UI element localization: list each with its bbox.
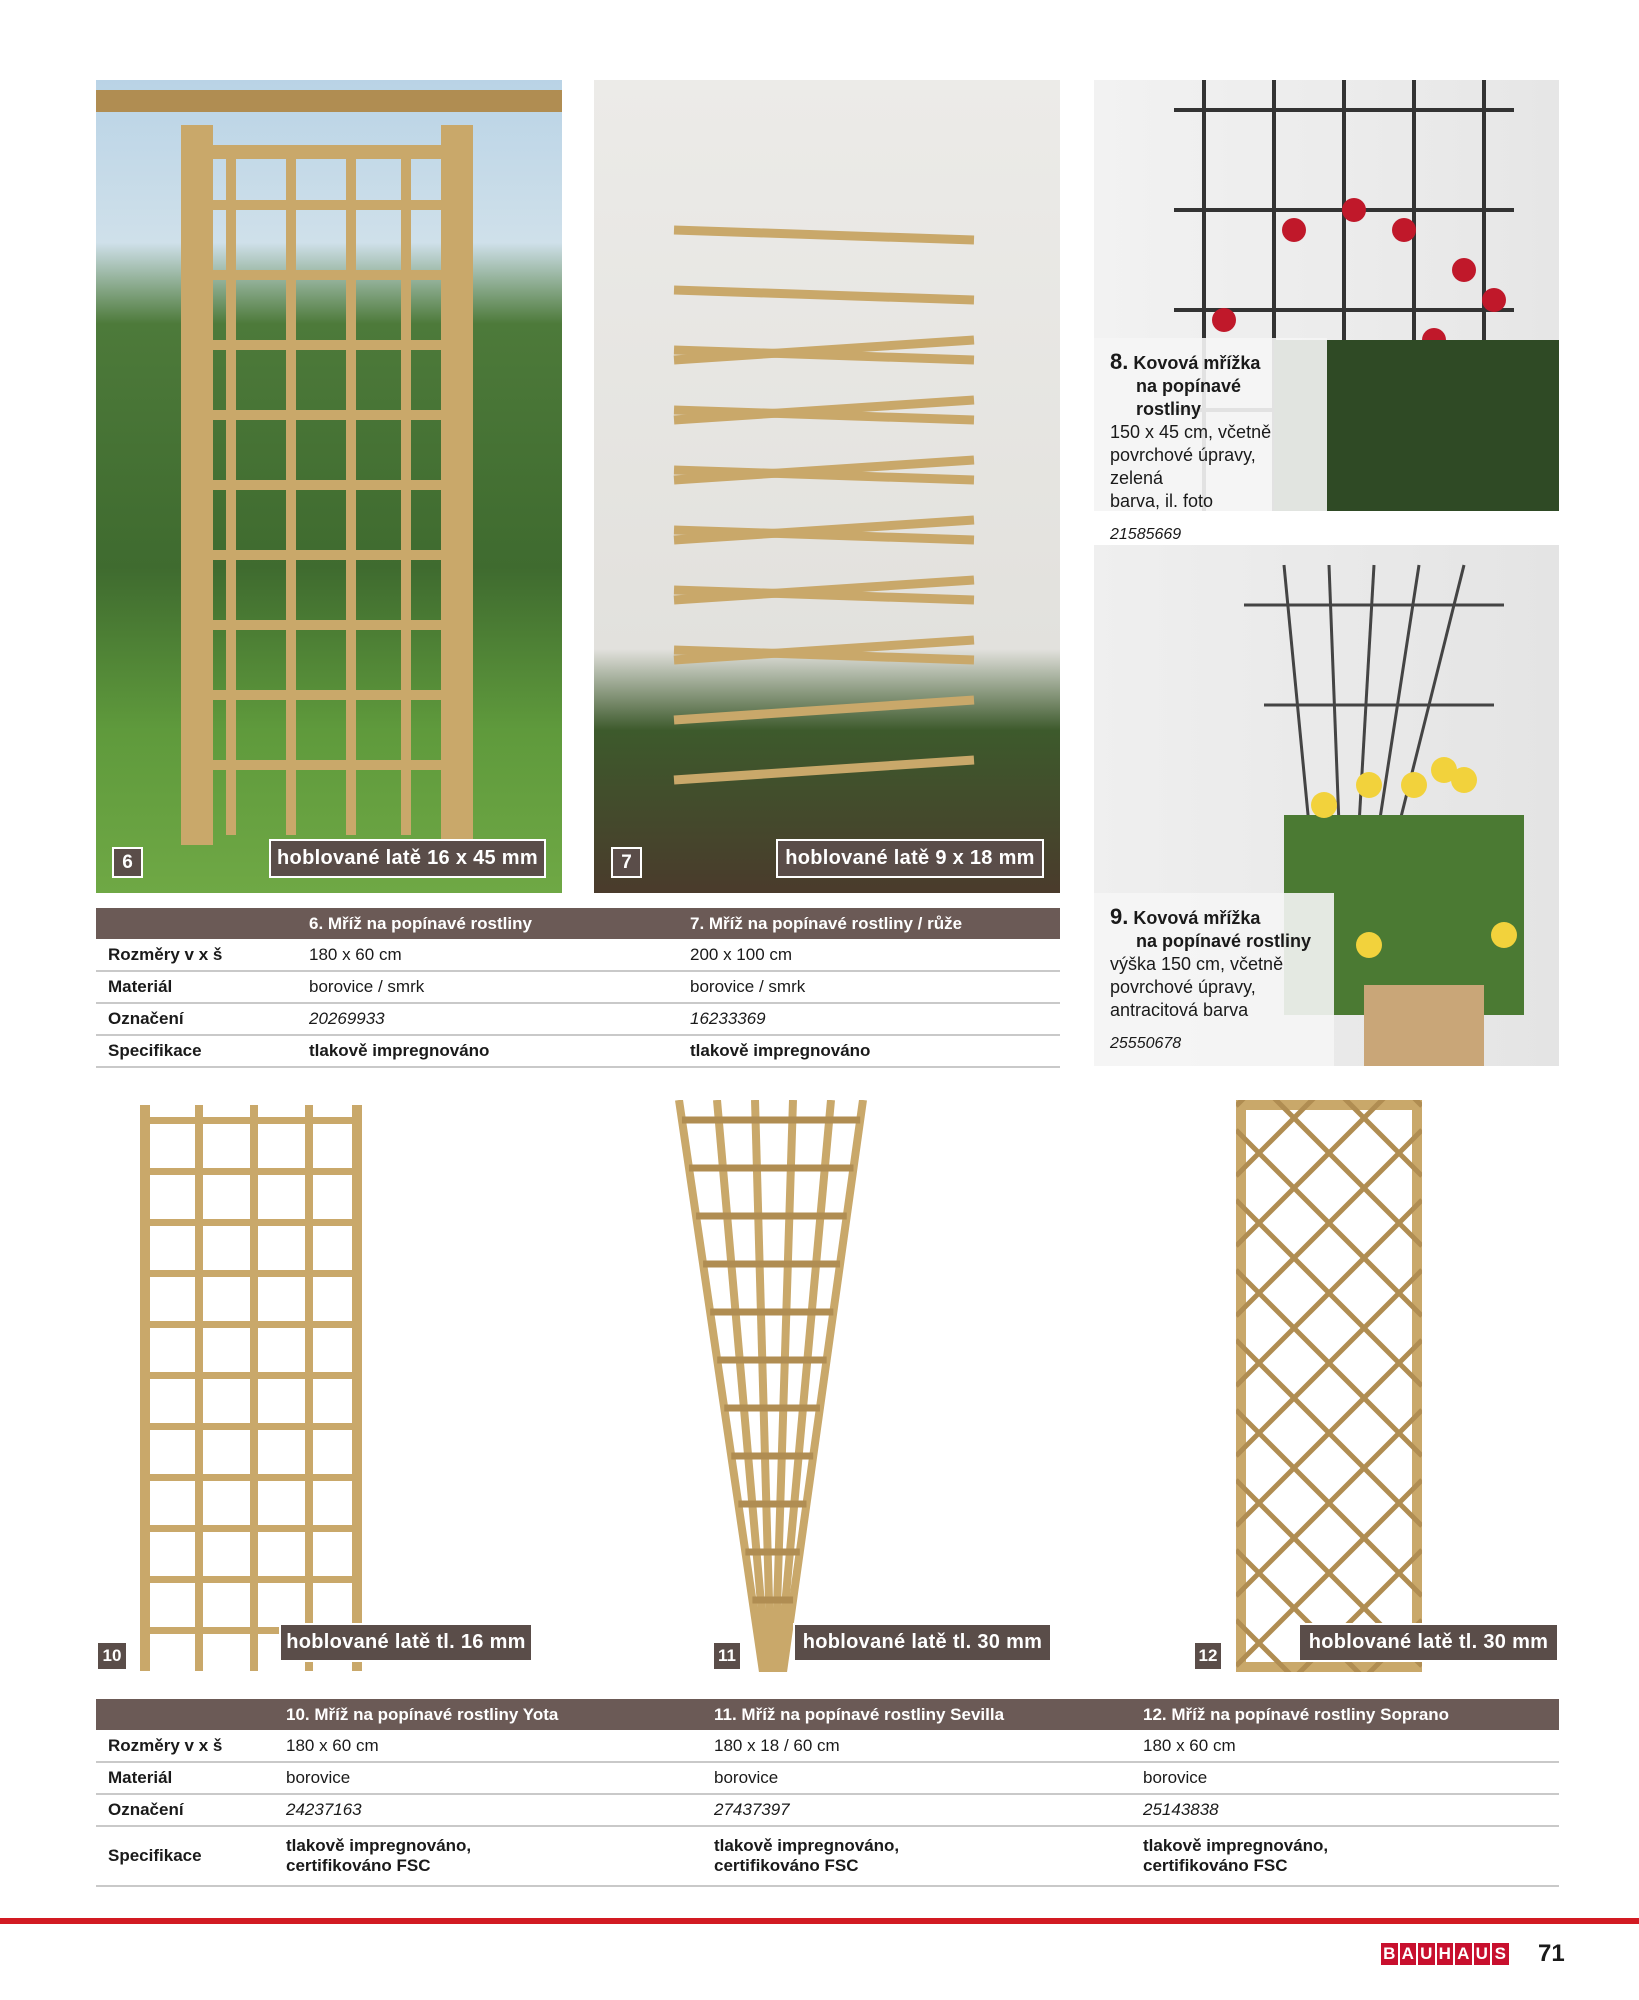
lath — [674, 290, 974, 300]
product-number-badge: 10 — [96, 1641, 128, 1671]
row-label: Rozměry v x š — [96, 939, 309, 971]
lath — [1236, 1100, 1422, 1176]
lath — [213, 690, 441, 700]
lath — [213, 410, 441, 420]
product-image-12 — [1236, 1100, 1422, 1672]
spec-table-1 — [96, 908, 1060, 1068]
product-caption: hoblované latě 9 x 18 mm — [776, 839, 1044, 878]
product-number-badge: 7 — [611, 847, 642, 878]
lath — [352, 1105, 362, 1671]
lath — [140, 1219, 362, 1226]
product-photo-7 — [594, 80, 1060, 893]
rose-flower — [1342, 198, 1366, 222]
product-code: 21585669 — [1110, 526, 1182, 543]
lath — [213, 270, 441, 280]
cell-line: certifikováno FSC — [1143, 1856, 1288, 1875]
table-header: 12. Mříž na popínavé rostliny Soprano — [1143, 1699, 1559, 1730]
row-label: Materiál — [96, 971, 309, 1003]
table-cell: 20269933 — [309, 1003, 690, 1035]
product-caption: hoblované latě tl. 30 mm — [793, 1623, 1052, 1662]
product-caption: hoblované latě tl. 16 mm — [279, 1623, 533, 1662]
lath — [674, 700, 974, 720]
footer-divider — [0, 1918, 1639, 1924]
rose-flower — [1356, 772, 1382, 798]
cell-line: tlakově impregnováno, — [1143, 1836, 1329, 1855]
lath — [140, 1372, 362, 1379]
lath — [305, 1105, 313, 1671]
rose-flower — [1491, 922, 1517, 948]
product-title: Kovová mřížka — [1133, 908, 1261, 928]
product-number: 8. — [1110, 349, 1129, 374]
table-header: 10. Mříž na popínavé rostliny Yota — [286, 1699, 714, 1730]
product-desc: povrchové úpravy, — [1110, 977, 1256, 997]
table-cell: 25143838 — [1143, 1794, 1559, 1826]
lath — [213, 620, 441, 630]
table-row — [96, 1762, 1559, 1794]
row-label: Specifikace — [96, 1826, 286, 1886]
table-row — [96, 1035, 1060, 1067]
row-label: Materiál — [96, 1762, 286, 1794]
product-title: na popínavé rostliny — [1136, 376, 1242, 419]
flower-pot — [1364, 985, 1484, 1066]
table-cell — [1143, 1826, 1559, 1886]
page-number: 71 — [1538, 1940, 1565, 1967]
cell-line: tlakově impregnováno, — [714, 1836, 900, 1855]
product-image-11 — [675, 1100, 867, 1672]
table-header — [96, 908, 309, 939]
product-desc: výška 150 cm, včetně — [1110, 954, 1284, 974]
table-header: 6. Mříž na popínavé rostliny — [309, 908, 690, 939]
table-cell: tlakově impregnováno — [309, 1035, 690, 1067]
product-image-10 — [140, 1105, 362, 1671]
table-cell: 180 x 60 cm — [309, 939, 690, 971]
lath — [195, 1105, 203, 1671]
table-cell: 16233369 — [690, 1003, 1060, 1035]
product-number-badge: 12 — [1193, 1641, 1223, 1671]
product-code: 25550678 — [1110, 1035, 1182, 1052]
row-label: Označení — [96, 1794, 286, 1826]
product-title: Kovová mřížka — [1133, 353, 1261, 373]
lath — [140, 1474, 362, 1481]
product-desc: barva, il. foto — [1110, 491, 1214, 511]
table-cell: 180 x 60 cm — [1143, 1730, 1559, 1762]
table-cell: 27437397 — [714, 1794, 1143, 1826]
product-caption: hoblované latě tl. 30 mm — [1298, 1623, 1559, 1662]
table-row — [96, 1003, 1060, 1035]
pergola-beam — [96, 90, 562, 112]
rose-flower — [1401, 772, 1427, 798]
table-header: 7. Mříž na popínavé rostliny / růže — [690, 908, 1060, 939]
rose-flower — [1311, 792, 1337, 818]
rose-flower — [1452, 258, 1476, 282]
rose-flower — [1482, 288, 1506, 312]
lath — [674, 760, 974, 780]
product-number-badge: 6 — [112, 847, 143, 878]
lath — [213, 550, 441, 560]
lath — [140, 1321, 362, 1328]
pergola-post — [441, 125, 473, 845]
table-cell: borovice / smrk — [690, 971, 1060, 1003]
product-desc: povrchové úpravy, zelená — [1110, 445, 1256, 488]
cell-line: certifikováno FSC — [286, 1856, 431, 1875]
lath — [140, 1270, 362, 1277]
table-row — [96, 1826, 1559, 1886]
lath — [140, 1168, 362, 1175]
product-desc: antracitová barva — [1110, 1000, 1249, 1020]
lath — [140, 1525, 362, 1532]
cell-line: tlakově impregnováno, — [286, 1836, 472, 1855]
table-row — [96, 939, 1060, 971]
table-cell — [286, 1826, 714, 1886]
lath — [1236, 1662, 1422, 1672]
product-caption: hoblované latě 16 x 45 mm — [269, 839, 546, 878]
row-label: Rozměry v x š — [96, 1730, 286, 1762]
table-row — [96, 1794, 1559, 1826]
row-label: Specifikace — [96, 1035, 309, 1067]
cell-line: certifikováno FSC — [714, 1856, 859, 1875]
table-cell: tlakově impregnováno — [690, 1035, 1060, 1067]
lath — [1236, 1100, 1422, 1176]
product-number: 9. — [1110, 904, 1129, 929]
table-cell: borovice — [1143, 1762, 1559, 1794]
pergola-post — [181, 125, 213, 845]
lath — [213, 760, 441, 770]
table-cell: 180 x 60 cm — [286, 1730, 714, 1762]
table-row — [96, 1730, 1559, 1762]
table-cell: borovice / smrk — [309, 971, 690, 1003]
product-info-9 — [1094, 893, 1334, 1066]
product-info-8 — [1094, 338, 1327, 543]
lath — [140, 1105, 150, 1671]
table-cell: 24237163 — [286, 1794, 714, 1826]
table-cell: borovice — [286, 1762, 714, 1794]
table-row — [96, 971, 1060, 1003]
row-label: Označení — [96, 1003, 309, 1035]
lath — [213, 340, 441, 350]
rose-flower — [1392, 218, 1416, 242]
table-header: 11. Mříž na popínavé rostliny Sevilla — [714, 1699, 1143, 1730]
table-header — [96, 1699, 286, 1730]
product-number-badge: 11 — [712, 1641, 742, 1671]
table-cell: borovice — [714, 1762, 1143, 1794]
product-photo-6 — [96, 80, 562, 893]
lath — [140, 1117, 362, 1124]
lath — [674, 230, 974, 240]
rose-flower — [1451, 767, 1477, 793]
rose-flower — [1356, 932, 1382, 958]
table-header-row — [96, 1699, 1559, 1730]
lath — [213, 200, 441, 210]
table-header-row — [96, 908, 1060, 939]
table-cell — [714, 1826, 1143, 1886]
rose-flower — [1212, 308, 1236, 332]
table-cell: 200 x 100 cm — [690, 939, 1060, 971]
lath — [213, 480, 441, 490]
table-cell: 180 x 18 / 60 cm — [714, 1730, 1143, 1762]
lath — [250, 1105, 258, 1671]
bauhaus-logo: B A U H A U S — [1381, 1943, 1509, 1965]
spec-table-2 — [96, 1699, 1559, 1887]
lath — [140, 1423, 362, 1430]
rose-flower — [1282, 218, 1306, 242]
product-desc: 150 x 45 cm, včetně — [1110, 422, 1272, 442]
lath — [1236, 1100, 1422, 1110]
product-title: na popínavé rostliny — [1136, 931, 1312, 951]
lath — [140, 1576, 362, 1583]
